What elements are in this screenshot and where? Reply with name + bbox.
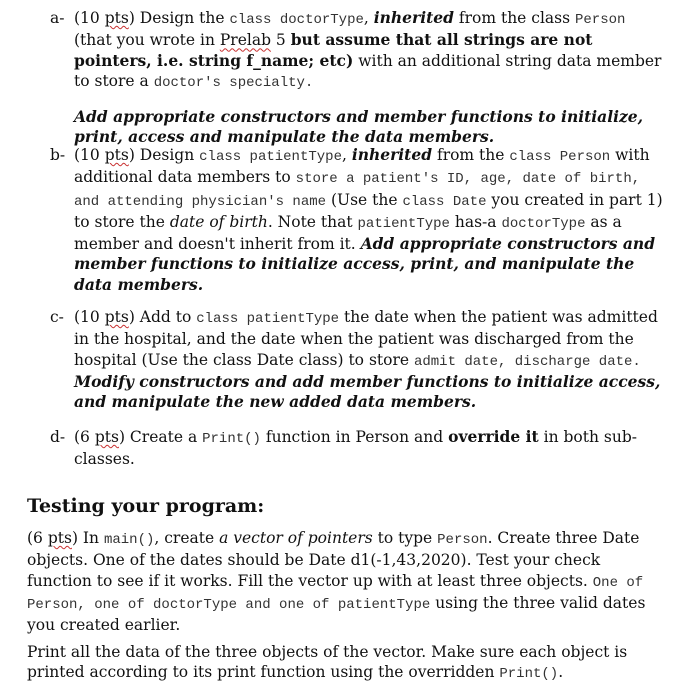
list-marker: a- (50, 9, 65, 27)
text-run: doctorType (501, 215, 586, 232)
question-b-text (74, 145, 665, 295)
text-run: Prelab (219, 31, 271, 50)
text-run: pts (94, 428, 119, 446)
text-run: Add appropriate constructors and member functions to initialize access, print, and manipulate the data members. (74, 234, 656, 294)
text-run: 5 (271, 31, 291, 50)
text-run: patientType (357, 215, 450, 232)
text-run: but assume that all strings are not pointers, i.e. string f_name; etc) (74, 30, 593, 70)
text-run: (10 (74, 146, 105, 164)
text-run: (Use the (326, 190, 403, 209)
question-a-text (74, 8, 665, 93)
text-run: Print all the data of the three objects of the vector. Make sure each object is printed according to its print function using the overridden (27, 643, 628, 682)
text-run: , (363, 9, 374, 27)
testing-print-instructions (27, 642, 657, 685)
text-run: Modify constructors and add member functions to initialize access, and manipulate the new added data members. (74, 371, 661, 412)
text-run: with an additional string data member to store a (74, 51, 662, 90)
text-run: ) Design (128, 146, 200, 164)
text-run: pts (104, 146, 129, 164)
question-a (50, 8, 665, 148)
list-marker: c- (50, 308, 64, 326)
text-run: as a member and doesn't inherit from it. (74, 212, 622, 254)
text-run: the date when the patient was admitted in the hospital, and the date when the patient was discharged from the hospital (Use the class Date class) to store (74, 308, 658, 369)
question-b (50, 145, 665, 295)
text-run: doctor's specialty. (153, 74, 314, 91)
text-run: (that you wrote in (74, 31, 220, 50)
text-run: class patientType (196, 311, 340, 327)
text-run: class patientType (199, 149, 342, 165)
text-run: class Date (402, 193, 487, 210)
text-run: ) Create a (118, 428, 203, 446)
question-d-text (74, 427, 665, 470)
text-run: pts (47, 529, 72, 547)
text-run: function in Person and (260, 428, 449, 446)
text-run: inherited (373, 8, 454, 27)
text-run: Add appropriate constructors and member functions to initialize, print, access and manipulate the data members. (74, 107, 644, 147)
testing-heading: Testing your program: (27, 495, 265, 517)
text-run: using the three valid dates you created earlier. (27, 593, 646, 635)
text-run: a vector of pointers (219, 529, 373, 547)
text-run: date of birth (169, 212, 268, 231)
testing-instructions (27, 528, 657, 635)
text-run: One of Person, one of doctorType and one of patientType (27, 574, 644, 613)
text-run: from the (432, 146, 510, 164)
text-run: inherited (351, 145, 433, 164)
text-run: Print() (202, 431, 261, 447)
text-run: ) Design the (128, 9, 230, 27)
text-run: (6 (74, 428, 95, 446)
text-run: (10 (74, 9, 105, 27)
question-c (50, 307, 665, 412)
question-d (50, 427, 665, 470)
text-run: you created in part 1) to store the (74, 190, 663, 231)
text-run: Person (437, 532, 488, 548)
question-a-requirement (74, 107, 665, 148)
text-run: with additional data members to (74, 146, 650, 187)
list-marker: b- (50, 146, 66, 164)
text-run: (10 (74, 308, 105, 326)
text-run: to type (372, 529, 438, 547)
text-run: Person (575, 12, 626, 28)
question-c-text (74, 307, 665, 412)
text-run: override it (448, 427, 539, 446)
text-run: pts (104, 308, 129, 326)
text-run: in both sub-classes. (74, 428, 637, 469)
text-run: pts (104, 9, 129, 27)
text-run: Print() (499, 666, 559, 683)
text-run: class Person (509, 149, 611, 165)
text-run: admit date, discharge date. (413, 353, 641, 370)
text-run: ) Add to (128, 308, 197, 326)
text-run: , create (154, 529, 220, 547)
text-run: from the class (453, 9, 575, 27)
text-run: has-a (449, 212, 502, 231)
text-run: store a patient's ID, age, date of birth, and attending physician's name (74, 171, 641, 210)
text-run: , (341, 146, 352, 164)
text-run: (6 (27, 529, 48, 547)
list-marker: d- (50, 428, 66, 446)
text-run: . (558, 663, 564, 682)
text-run: main() (103, 532, 155, 548)
text-run: ) In (71, 529, 104, 547)
text-run: class doctorType (229, 12, 364, 28)
text-run: . Note that (267, 212, 358, 231)
text-run: . Create three Date objects. One of the dates should be Date d1(-1,43,2020). Test your check function to see if it works. Fill the vector up with at least three objects. (27, 529, 640, 590)
